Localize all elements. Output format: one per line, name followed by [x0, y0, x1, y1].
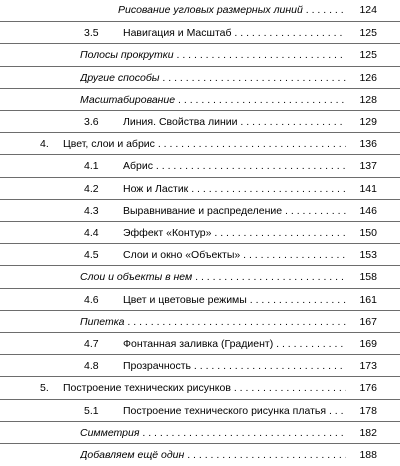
- toc-page-number: 182: [359, 426, 377, 439]
- toc-page-number: 161: [359, 293, 377, 306]
- toc-number: 4.8: [84, 360, 99, 373]
- toc-page-number: 158: [359, 271, 377, 284]
- toc-title: Слои и окно «Объекты» . . .: [123, 244, 346, 266]
- toc-title: Линия. Свойства линии . . .: [123, 111, 346, 133]
- toc-number: 3.5: [84, 27, 99, 40]
- toc-number: 4.1: [84, 160, 99, 173]
- toc-page-number: 153: [359, 249, 377, 262]
- toc-page-number: 126: [359, 71, 377, 84]
- toc-number: 5.1: [84, 404, 99, 417]
- toc-title: Эффект «Контур» . . .: [123, 222, 346, 244]
- toc-row[interactable]: [0, 354, 400, 377]
- toc-page-number: 128: [359, 93, 377, 106]
- toc-row[interactable]: [0, 43, 400, 66]
- toc-row[interactable]: [0, 265, 400, 288]
- toc-title: Цвет и цветовые режимы . . .: [123, 289, 346, 311]
- toc-page-number: 146: [359, 204, 377, 217]
- toc-title: Масштабирование . . .: [80, 89, 346, 111]
- toc-row[interactable]: [0, 399, 400, 422]
- toc-page-number: 173: [359, 360, 377, 373]
- toc-page-number: 129: [359, 116, 377, 128]
- toc-title: Построение технических рисунков . . .: [63, 377, 346, 399]
- toc-title: Построение технического рисунка платья . . .: [123, 400, 346, 422]
- toc-row[interactable]: [0, 310, 400, 333]
- toc-title: Выравнивание и распределение . . .: [123, 200, 346, 222]
- toc-page-number: 178: [359, 404, 377, 417]
- toc-row[interactable]: [0, 288, 400, 311]
- toc-row[interactable]: [0, 199, 400, 222]
- toc-row[interactable]: [0, 332, 400, 355]
- toc-number: 3.6: [84, 116, 99, 128]
- toc-title: Прозрачность . . .: [123, 355, 346, 377]
- toc-number: 4.5: [84, 249, 99, 262]
- toc-title: Навигация и Масштаб . . .: [123, 22, 346, 44]
- toc-page-number: 141: [359, 182, 377, 195]
- toc-number: 5.: [40, 382, 49, 395]
- toc-page-number: 167: [359, 315, 377, 328]
- toc-row[interactable]: [0, 0, 400, 21]
- toc-page-number: 169: [359, 338, 377, 350]
- toc-row[interactable]: [0, 88, 400, 111]
- toc-title: Цвет, слои и абрис . . .: [63, 133, 346, 155]
- toc-row[interactable]: [0, 66, 400, 89]
- toc-title: Добавляем ещё один . . .: [80, 444, 346, 466]
- toc-title: Рисование угловых размерных линий . . .: [118, 0, 346, 21]
- toc-row[interactable]: [0, 21, 400, 44]
- toc-row[interactable]: [0, 376, 400, 399]
- toc-row[interactable]: [0, 443, 400, 466]
- toc-title: Полосы прокрутки . . .: [80, 44, 346, 66]
- toc-row[interactable]: [0, 177, 400, 200]
- toc-title: Абрис . . .: [123, 155, 346, 177]
- toc-page-number: 125: [359, 49, 377, 62]
- toc-title: Нож и Ластик . . .: [123, 178, 346, 200]
- toc-title: Слои и объекты в нем . . .: [80, 266, 346, 288]
- toc-row[interactable]: [0, 110, 400, 133]
- toc-page-number: 136: [359, 138, 377, 151]
- toc-page-number: 125: [359, 27, 377, 40]
- toc-row[interactable]: [0, 221, 400, 244]
- toc-title: Фонтанная заливка (Градиент) . . .: [123, 333, 346, 355]
- toc-title: Пипетка . . .: [80, 311, 346, 333]
- toc-number: 4.6: [84, 293, 99, 306]
- toc-page-number: 124: [359, 4, 377, 16]
- toc-title: Симметрия . . .: [80, 422, 346, 444]
- toc-number: 4.7: [84, 338, 99, 350]
- toc-row[interactable]: [0, 243, 400, 266]
- toc-page-number: 176: [359, 382, 377, 395]
- toc-row[interactable]: [0, 421, 400, 444]
- toc-page-number: 150: [359, 227, 377, 239]
- toc-page-number: 188: [359, 449, 377, 461]
- toc-number: 4.4: [84, 227, 99, 239]
- toc-number: 4.2: [84, 182, 99, 195]
- toc-title: Другие способы . . .: [80, 67, 346, 89]
- toc-row[interactable]: [0, 132, 400, 155]
- toc-row[interactable]: [0, 154, 400, 177]
- toc-number: 4.: [40, 138, 49, 151]
- toc-page-number: 137: [359, 160, 377, 173]
- toc-number: 4.3: [84, 204, 99, 217]
